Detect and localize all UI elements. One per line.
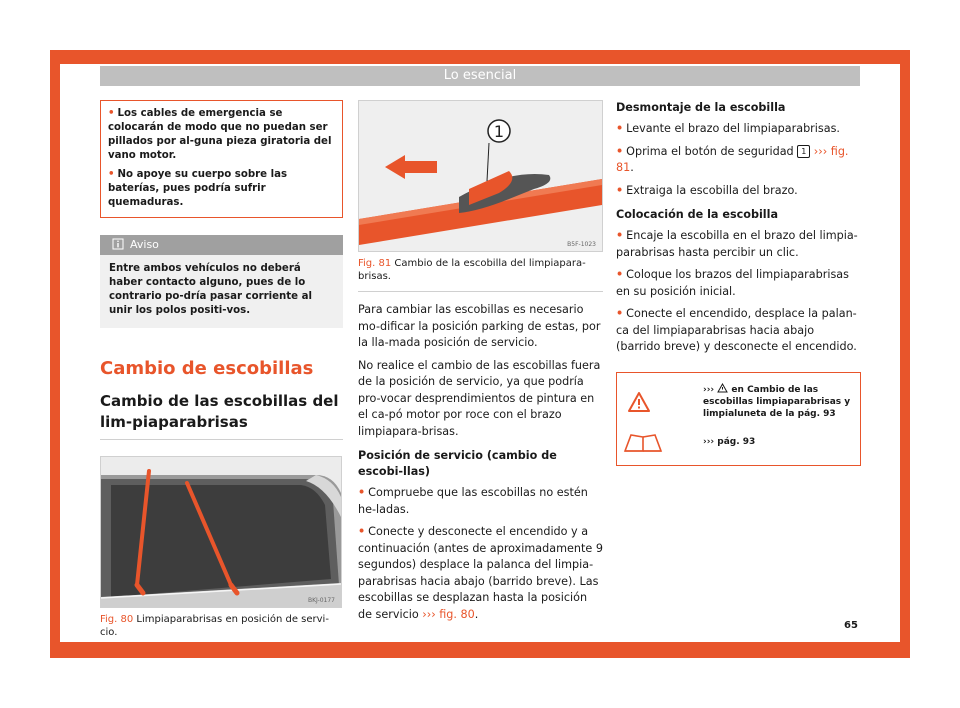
manual-book-icon: [623, 431, 663, 453]
divider: [358, 291, 603, 292]
info-icon: [112, 238, 124, 250]
warning-reference[interactable]: ››› en Cambio de las escobillas limpiaparabrisas y limpialuneta de la pág. 93: [703, 384, 851, 419]
manual-reference[interactable]: ››› pág. 93: [703, 436, 756, 447]
paragraph: No realice el cambio de las escobillas fuera de la posición de servicio, ya que podría pro-vocar desprendimientos de pintura en el ca-pó motor por roce con el brazo limpiapara-brisas.: [358, 358, 601, 438]
bullet-icon: •: [616, 183, 624, 197]
wiper-blade-illustration: [359, 101, 602, 251]
figure-code: BKJ-0177: [307, 597, 335, 604]
aviso-title: Aviso: [130, 238, 159, 251]
page-number: 65: [844, 620, 858, 631]
figure-label: Fig. 81: [358, 258, 392, 269]
aviso-box: [100, 235, 343, 328]
figure-link[interactable]: fig. 81: [616, 144, 849, 174]
list-item: • Encaje la escobilla en el brazo del limpia-parabrisas hasta percibir un clic.: [616, 229, 858, 259]
left-column: [100, 100, 343, 639]
list-item: • Coloque los brazos del limpiaparabrisas en su posición inicial.: [616, 268, 849, 298]
warning-triangle-icon: [627, 391, 651, 413]
list-item: • Extraiga la escobilla del brazo.: [616, 183, 798, 197]
bullet-icon: •: [616, 307, 624, 320]
figure-label: Fig. 80: [100, 614, 134, 625]
windshield-wipers-illustration: [101, 457, 341, 607]
bullet-icon: •: [108, 108, 115, 119]
middle-column: [358, 100, 603, 629]
figure-81-caption: [358, 257, 603, 283]
aviso-text: Entre ambos vehículos no deberá haber contacto alguno, pues de lo contrario po-dría pasar corriente al unir los polos positi-vos.: [109, 263, 312, 316]
figure-80-image: [100, 456, 342, 608]
warning-item: • No apoye su cuerpo sobre las baterías, pues podría sufrir quemaduras.: [108, 169, 288, 208]
arrow-link-icon: ›››: [813, 144, 828, 158]
bullet-icon: •: [358, 486, 366, 499]
figure-code: B5F-1023: [567, 241, 596, 248]
arrow-link-icon: ›››: [422, 607, 436, 621]
callout-badge: 1: [797, 145, 810, 158]
figure-caption-text: Cambio de la escobilla del limpiapara-brisas.: [358, 258, 586, 282]
list-item: • Compruebe que las escobillas no estén he-ladas.: [358, 486, 588, 516]
callout-number: 1: [493, 122, 505, 141]
subsection-title: Cambio de las escobillas del lim-piaparabrisas: [100, 392, 339, 431]
reference-box: [616, 372, 861, 466]
paragraph: Para cambiar las escobillas es necesario mo-dificar la posición parking de estas, por la lla-mada posición de servicio.: [358, 303, 601, 349]
section-title: Cambio de escobillas: [100, 358, 314, 379]
subheading: Desmontaje de la escobilla: [616, 101, 786, 114]
warning-box: [100, 100, 343, 218]
bullet-icon: •: [616, 122, 624, 135]
bullet-icon: •: [616, 144, 624, 158]
right-column: [616, 100, 861, 466]
figure-80-caption: [100, 613, 343, 639]
page-header: Lo esencial: [100, 66, 860, 86]
figure-81-image: [358, 100, 603, 252]
list-item: • Oprima el botón de seguridad 1 ››› fig. 81.: [616, 144, 849, 174]
warning-item: • Los cables de emergencia se colocarán de modo que no puedan ser pillados por al-guna pieza giratoria del vano motor.: [108, 108, 332, 161]
bullet-icon: •: [616, 229, 624, 242]
figure-link[interactable]: fig. 80: [439, 607, 475, 621]
divider: [100, 439, 343, 440]
aviso-header: [100, 235, 343, 255]
list-item: • Conecte y desconecte el encendido y a continuación (antes de aproximadamente 9 segundos) desplace la palanca del limpia-parabrisas hacia abajo (barrido breve). Las escobillas se desplazan hasta la posición de servicio ››› fig. 80.: [358, 525, 603, 621]
figure-caption-text: Limpiaparabrisas en posición de servi-cio.: [100, 614, 329, 638]
bullet-icon: •: [358, 525, 366, 538]
body-text: [358, 302, 603, 623]
list-item: • Conecte el encendido, desplace la palan-ca del limpiaparabrisas hacia abajo (barrido breve) y desconecte el encendido.: [616, 307, 857, 353]
bullet-icon: •: [108, 169, 115, 180]
list-item: • Levante el brazo del limpiaparabrisas.: [616, 122, 840, 135]
subheading: Posición de servicio (cambio de escobi-llas): [358, 449, 557, 478]
subheading: Colocación de la escobilla: [616, 208, 779, 221]
warning-small-icon: [717, 383, 728, 393]
bullet-icon: •: [616, 268, 624, 281]
